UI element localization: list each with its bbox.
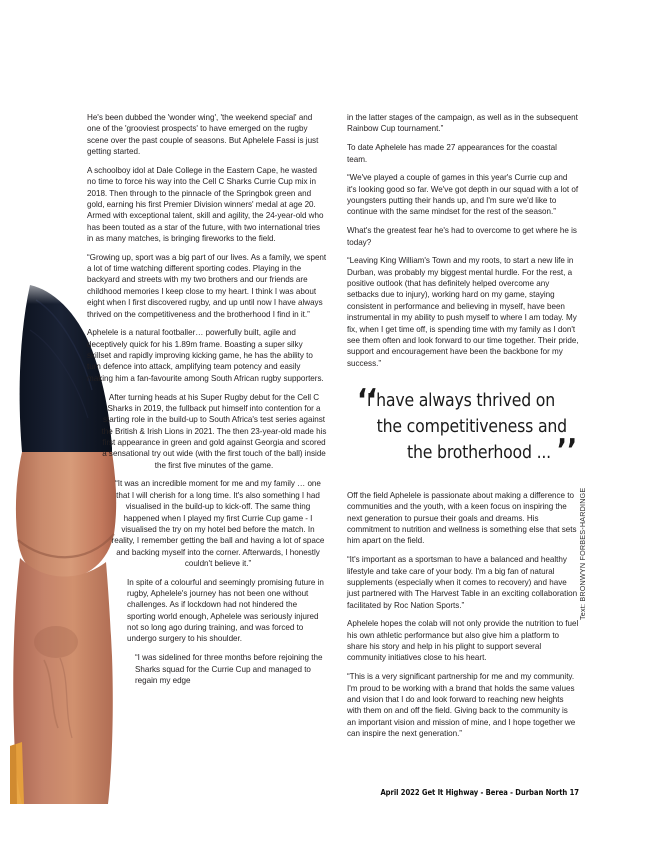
quote-open-icon: ‘‘ bbox=[357, 383, 378, 418]
paragraph: Off the field Aphelele is passionate about making a difference to communities and the youth, with a keen focus on inspiring the next generation to pursue their goals and dreams. His commitment to nutrition and wellness is something else that sets him apart on the field. bbox=[347, 491, 577, 546]
pull-quote bbox=[347, 383, 579, 468]
article-left-column bbox=[87, 112, 327, 694]
pull-quote-line: the competitiveness and bbox=[376, 417, 567, 437]
paragraph: In spite of a colourful and seemingly promising future in rugby, Aphelele's journey has not been one without challenges. As if lockdown had not hindered the sporting world enough, Aphelele was seriously injured not so long ago during training, and was forced to undergo surgery to his shoulder. bbox=[127, 577, 324, 644]
paragraph: After turning heads at his Super Rugby debut for the Cell C Sharks in 2019, the fullback put himself into contention for a starting role in the build-up to South Africa's test series against the British & Irish Lions in 2021. The then 23-year-old made his first appearance in green and gold against Georgia and scored a sensational try out wide (with the first touch of the ball) inside the first five minutes of the game. bbox=[101, 392, 327, 470]
paragraph: “This is a very significant partnership for me and my community. I'm proud to be working with a brand that holds the same values and vision that I do and look forward to reaching new heights with them on and off the field. Giving back to the community is an important vision and mission of mine, and I hope together we can inspire the next generation.” bbox=[347, 672, 576, 739]
pull-quote-line: the brotherhood ... bbox=[407, 443, 551, 463]
text-credit: Text: BRONWYN FORBES-HARDINGE bbox=[578, 487, 587, 620]
article-right-column-bottom bbox=[347, 490, 579, 747]
page-footer: April 2022 Get It Highway - Berea - Durban North 17 bbox=[380, 788, 579, 797]
paragraph: A schoolboy idol at Dale College in the Eastern Cape, he wasted no time to force his way into the Cell C Sharks Currie Cup mix in 2018. Then through to the pinnacle of the Springbok green and gold, earning his first Premier Division winners' medal at age 20. Armed with exceptional talent, skill and agility, the 24-year-old who has been touted as a star of the future, with two international tries in as many matches, is bringing fireworks to the field. bbox=[87, 165, 324, 243]
paragraph: “I was sidelined for three months before rejoining the Sharks squad for the Currie Cup and managed to regain my edge bbox=[135, 653, 323, 685]
paragraph: To date Aphelele has made 27 appearances for the coastal team. bbox=[347, 143, 557, 164]
paragraph: He's been dubbed the 'wonder wing', 'the weekend special' and one of the 'grooviest prospects' to have emerged on the rugby scene over the past couple of seasons. But Aphelele Fassi is just getting started. bbox=[87, 113, 319, 157]
paragraph: “Growing up, sport was a big part of our lives. As a family, we spent a lot of time watching different sporting codes. Playing in the backyard and streets with my two brothers and our friends are childhood memories I keep close to my heart. I think I was about eight when I first discovered rugby, and up until now I have always thrived on the competitiveness and the brotherhood I find in it.” bbox=[87, 252, 327, 319]
paragraph: “It's important as a sportsman to have a balanced and healthy lifestyle and take care of your body. I'm a big fan of natural supplements (especially when it comes to recovery) and have just partnered with The Harvest Table in an exciting collaboration facilitated by Roc Nation Sports.” bbox=[347, 555, 578, 610]
paragraph: in the latter stages of the campaign, as well as in the subsequent Rainbow Cup tournament.” bbox=[347, 113, 578, 134]
paragraph: Aphelele hopes the colab will not only provide the nutrition to fuel his own athletic performance but also give him a platform to share his story and help in his plight to support several community initiatives close to his heart. bbox=[347, 619, 579, 663]
paragraph: “It was an incredible moment for me and my family … one that I will cherish for a long time. It's also something I had visualised in the build-up to kick-off. The same thing happened when I played my first Currie Cup game - I visualised the try on my hotel bed before the match. In reality, I remember getting the ball and having a lot of space and backing myself into the corner. Afterwards, I honestly couldn't believe it.” bbox=[111, 479, 325, 568]
paragraph: “Leaving King William's Town and my roots, to start a new life in Durban, was probably my biggest mental hurdle. For the rest, a positive outlook (that has definitely helped overcome any setbacks due to injury), working hard on my game, staying consistent in performance and believing in myself, have been instrumental in my ability to push myself to where I am today. My fix, when I get time off, is spending time with my family as I don't see them often and look forward to our time together. Their pride, support and encouragement have been the backbone for my success.” bbox=[347, 256, 579, 368]
quote-close-icon: ’’ bbox=[556, 433, 577, 468]
paragraph: What's the greatest fear he's had to overcome to get where he is today? bbox=[347, 226, 577, 247]
paragraph: Aphelele is a natural footballer… powerfully built, agile and deceptively quick for his 1.89m frame. Boasting a super silky skillset and rapidly improving kicking game, he has the ability to turn defence into attack, amplifying team potency and easily making him a fan-favourite among South African rugby supporters. bbox=[87, 328, 324, 383]
paragraph: “We've played a couple of games in this year's Currie cup and it's looking good so far. We've got depth in our squad with a lot of youngsters putting their hands up, and I'm sure we'd like to continue with the same mindset for the rest of the season.” bbox=[347, 173, 579, 217]
article-right-column-top bbox=[347, 112, 579, 376]
pull-quote-line: I have always thrived on bbox=[366, 391, 555, 411]
